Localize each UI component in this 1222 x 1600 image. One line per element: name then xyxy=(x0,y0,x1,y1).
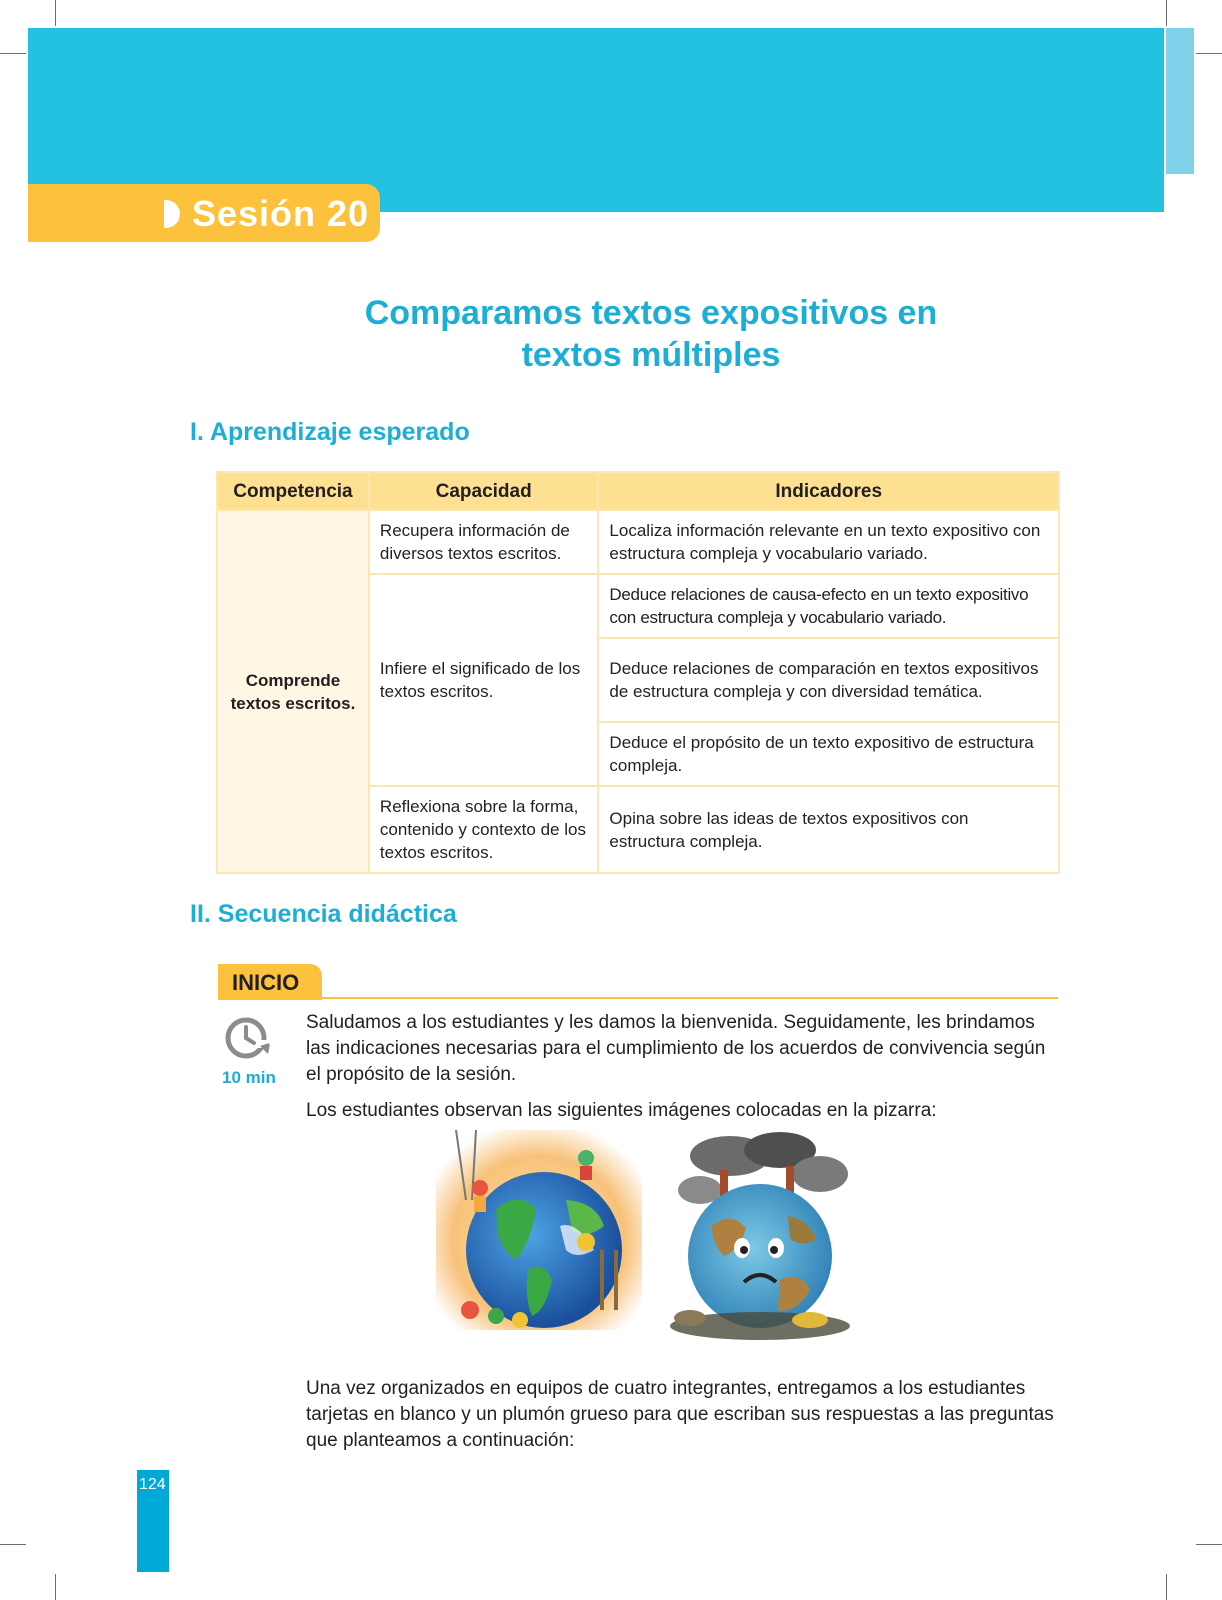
header-capacidad: Capacidad xyxy=(369,472,599,510)
header-indicadores: Indicadores xyxy=(598,472,1059,510)
capacidad-cell: Reflexiona sobre la forma, contenido y contexto de los textos escritos. xyxy=(369,786,599,873)
capacidad-cell: Infiere el significado de los textos escritos. xyxy=(369,574,599,786)
section-heading-aprendizaje: I. Aprendizaje esperado xyxy=(190,418,470,446)
sad-earth-illustration xyxy=(660,1130,854,1350)
inicio-label: INICIO xyxy=(218,964,322,1000)
table-header-row xyxy=(217,472,1059,510)
crop-mark xyxy=(1196,1544,1222,1545)
header-competencia: Competencia xyxy=(217,472,369,510)
capacidad-cell: Recupera información de diversos textos escritos. xyxy=(369,510,599,574)
header-side-tab xyxy=(1166,28,1194,174)
inicio-paragraph-2: Los estudiantes observan las siguientes imágenes colocadas en la pizarra: xyxy=(306,1100,937,1121)
inicio-divider xyxy=(218,997,1058,999)
happy-earth-illustration xyxy=(436,1130,642,1350)
competencia-cell: Comprende textos escritos. xyxy=(217,510,369,873)
crop-mark xyxy=(1196,53,1222,54)
page-number: 124 xyxy=(139,1476,166,1493)
title-line-2: textos múltiples xyxy=(521,336,781,374)
crop-mark xyxy=(1166,0,1167,26)
crop-mark xyxy=(55,0,56,26)
section-heading-secuencia: II. Secuencia didáctica xyxy=(190,900,457,928)
crop-mark xyxy=(0,1544,26,1545)
indicador-cell: Localiza información relevante en un texto expositivo con estructura compleja y vocabulario variado. xyxy=(598,510,1059,574)
session-label: Sesión 20 xyxy=(192,193,370,234)
table-row xyxy=(217,510,1059,574)
title-line-1: Comparamos textos expositivos en xyxy=(364,294,938,332)
crop-mark xyxy=(55,1574,56,1600)
crop-mark xyxy=(0,53,26,54)
indicador-cell: Deduce el propósito de un texto expositivo de estructura compleja. xyxy=(598,722,1059,786)
clock-icon xyxy=(222,1012,274,1064)
indicador-cell: Deduce relaciones de comparación en textos expositivos de estructura compleja y con diversidad temática. xyxy=(598,638,1059,722)
crop-mark xyxy=(1166,1574,1167,1600)
aprendizaje-table xyxy=(216,471,1060,874)
page-title xyxy=(300,292,1002,376)
inicio-paragraph-3: Una vez organizados en equipos de cuatro integrantes, entregamos a los estudiantes tarjetas en blanco y un plumón grueso para que escriban sus respuestas a las preguntas que planteamos a continuación: xyxy=(306,1378,1054,1451)
duration-label: 10 min xyxy=(222,1068,276,1087)
inicio-paragraph-1: Saludamos a los estudiantes y les damos la bienvenida. Seguidamente, les brindamos las indicaciones necesarias para el cumplimiento de los acuerdos de convivencia según el propósito de la sesión. xyxy=(306,1012,1046,1085)
indicador-cell: Opina sobre las ideas de textos expositivos con estructura compleja. xyxy=(598,786,1059,873)
indicador-cell: Deduce relaciones de causa-efecto en un texto expositivo con estructura compleja y vocabulario variado. xyxy=(598,574,1059,638)
